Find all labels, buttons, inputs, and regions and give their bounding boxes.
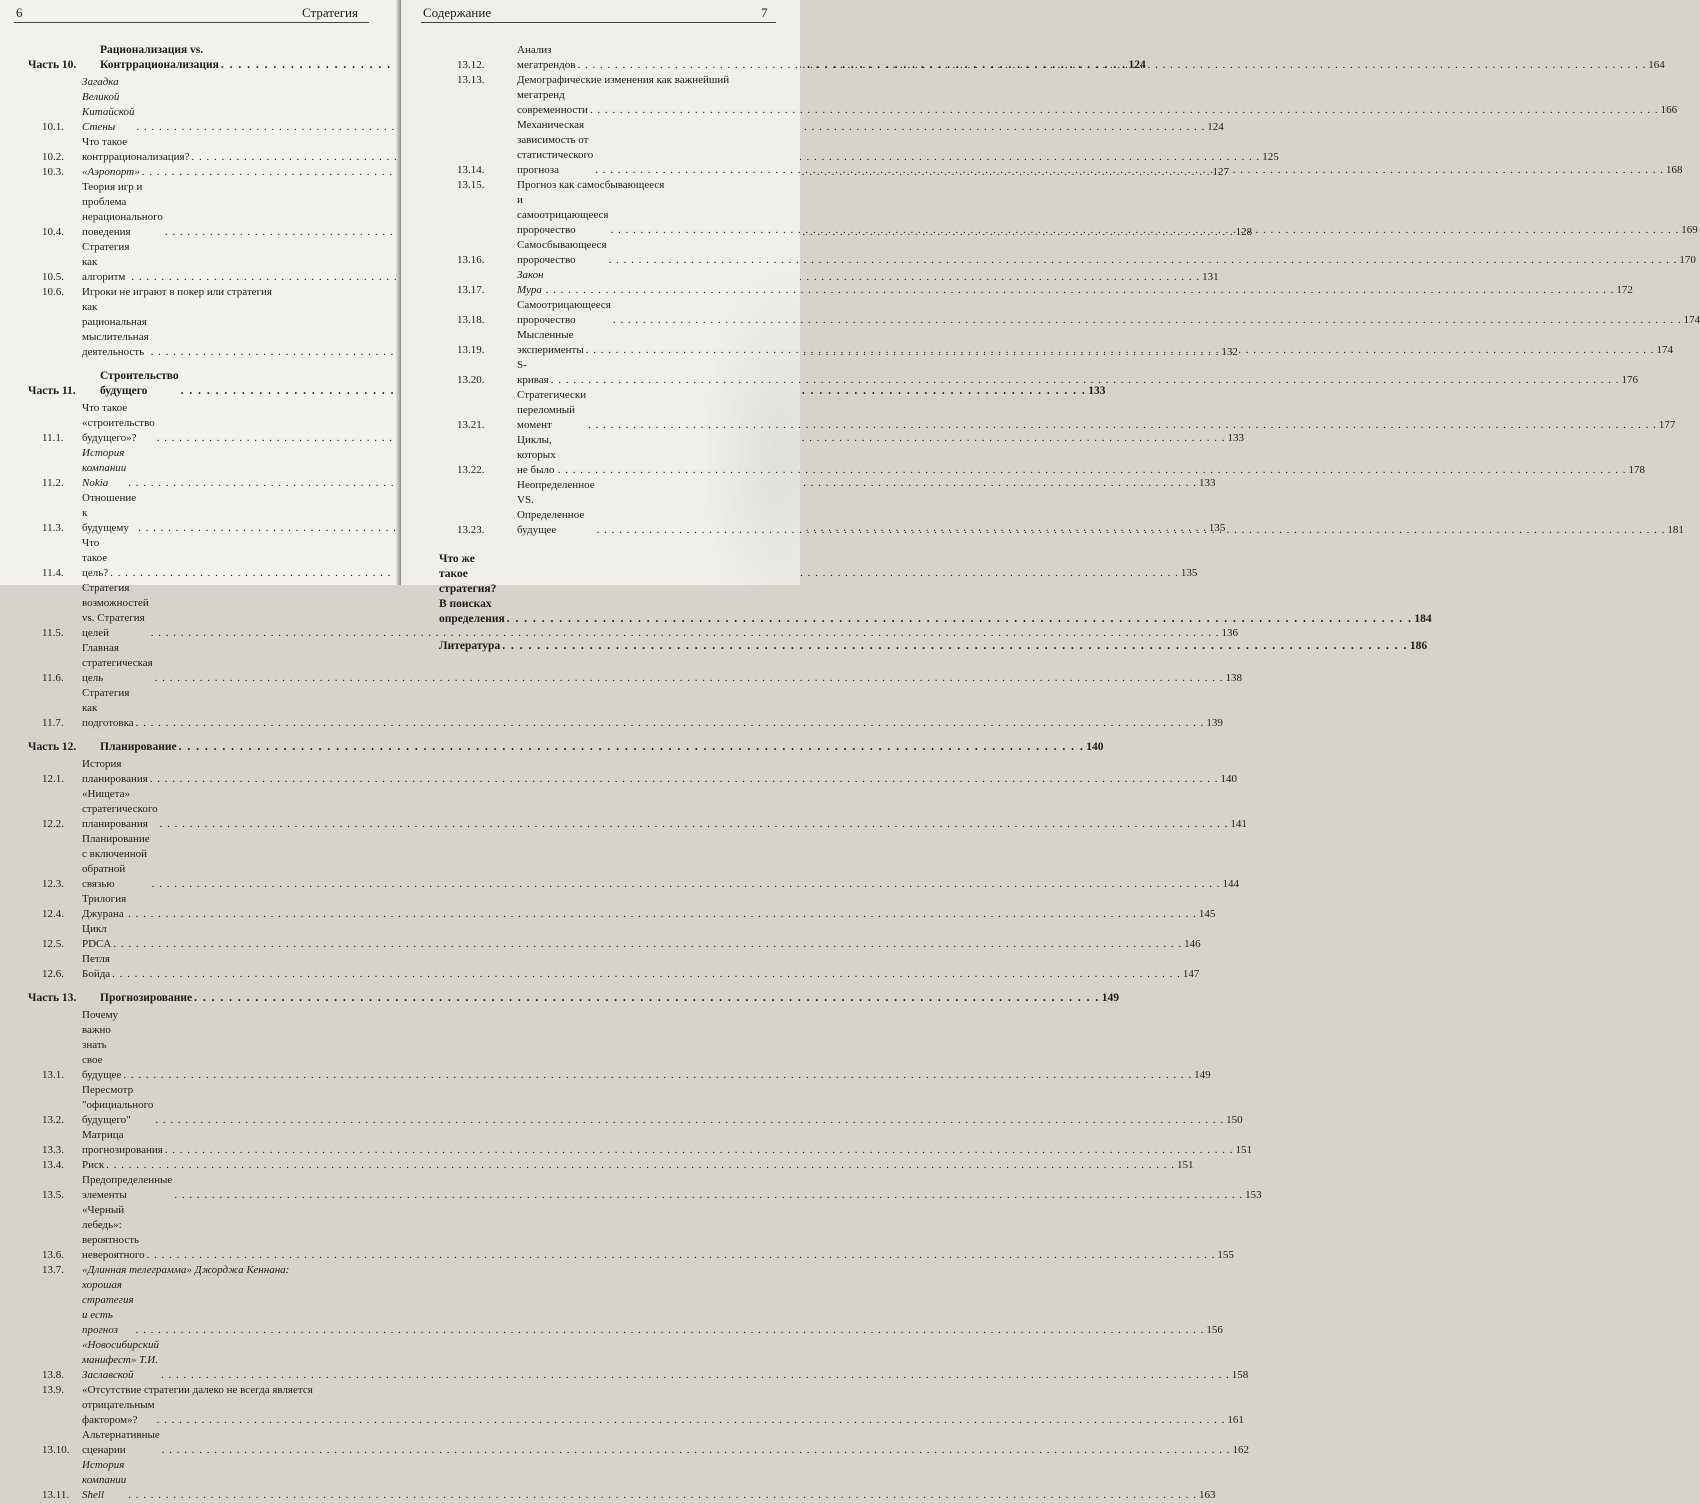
left-page-number: 6 [16, 5, 23, 20]
section-page: 178 [1628, 464, 1645, 476]
part-title: Рационализация vs. Контррационализация [100, 44, 219, 71]
section-title-line2: и самоотрицающееся пророчество [517, 194, 609, 236]
section-title-line2: отрицательным фактором»? [82, 1399, 155, 1426]
section-page: 176 [1621, 374, 1638, 386]
section-page: 128 [1235, 226, 1253, 238]
toc-entry [28, 922, 1201, 952]
toc-entry [28, 1158, 1194, 1173]
dot-leader [147, 1248, 1216, 1263]
toc-entry-continuation [439, 88, 1678, 118]
section-title: Матрица прогнозирования [82, 1129, 163, 1156]
section-number: 11.1. [42, 432, 64, 444]
toc-entry [28, 1458, 1216, 1503]
toc-entry [28, 1428, 1250, 1458]
dot-leader [174, 1188, 1243, 1203]
section-number: 10.4. [42, 226, 64, 238]
section-number: 11.5. [42, 627, 64, 639]
part-label: Часть 12. [28, 741, 77, 753]
section-page: 166 [1660, 104, 1678, 116]
section-page: 133 [1227, 432, 1244, 444]
part-page: 124 [1128, 59, 1146, 71]
dot-leader [106, 1158, 1175, 1173]
section-page: 136 [1221, 627, 1238, 639]
toc-entry [439, 268, 1633, 298]
section-page: 145 [1198, 908, 1216, 920]
heading-page: 184 [1414, 613, 1432, 625]
dot-leader [595, 163, 1664, 178]
dot-leader [152, 877, 1221, 892]
section-number: 12.1. [42, 773, 64, 785]
toc-entry [439, 178, 769, 193]
dot-leader [161, 1368, 1230, 1383]
section-page: 153 [1245, 1189, 1262, 1201]
section-page: 174 [1656, 344, 1673, 356]
dot-leader [136, 716, 1205, 731]
dot-leader [150, 772, 1219, 787]
dot-leader [590, 103, 1659, 118]
section-title: Стратегия как алгоритм [82, 241, 130, 283]
part-label: Часть 11. [28, 385, 76, 397]
section-title: Неопределенное VS. Определенное будущее [517, 479, 595, 536]
section-title: Что такое цель? [82, 537, 109, 579]
section-title-line2: мегатренд современности [517, 89, 588, 116]
toc-entry [28, 1383, 362, 1398]
dot-leader [123, 1068, 1192, 1083]
section-title: Риск [82, 1159, 105, 1171]
dot-leader [597, 523, 1666, 538]
section-title: «Нищета» стратегического планирования [82, 788, 158, 830]
toc-entry [28, 1008, 1211, 1083]
dot-leader [136, 1323, 1205, 1338]
dot-leader [179, 740, 1085, 755]
section-number: 11.4. [42, 567, 64, 579]
section-title: S-кривая [517, 359, 549, 386]
section-number: 12.3. [42, 878, 64, 890]
toc-part-heading [28, 991, 1119, 1006]
toc-entry [28, 892, 1216, 922]
section-title: Демографические изменения как важнейший [517, 74, 730, 86]
section-title: Теория игр и проблема нерационального поведения [82, 181, 163, 238]
heading-title: Литература [439, 640, 501, 652]
section-title: «Отсутствие стратегии далеко не всегда является [82, 1384, 313, 1396]
section-page: 135 [1208, 522, 1226, 534]
section-page: 138 [1225, 672, 1242, 684]
section-number: 13.18. [457, 314, 485, 326]
section-title: Стратегия возможностей vs. Стратегия целей [82, 582, 149, 639]
dot-leader [586, 343, 1655, 358]
section-title: Мысленные эксперименты [517, 329, 584, 356]
toc-entry [28, 832, 1239, 892]
section-number: 13.7. [42, 1264, 64, 1276]
section-page: 177 [1658, 419, 1676, 431]
toc-final-heading [439, 639, 1428, 654]
section-number: 11.6. [42, 672, 64, 684]
dot-leader [128, 1488, 1197, 1503]
section-number: 13.21. [457, 419, 485, 431]
section-number: 11.7. [42, 717, 64, 729]
section-number: 13.10. [42, 1444, 70, 1456]
section-page: 140 [1220, 773, 1238, 785]
dot-leader [165, 1143, 1234, 1158]
section-page: 124 [1207, 121, 1224, 133]
dot-leader [155, 1113, 1224, 1128]
dot-leader [551, 373, 1620, 388]
section-number: 10.6. [42, 286, 64, 298]
toc-entry-continuation [28, 1278, 1223, 1338]
section-title: Закон Мура [517, 269, 544, 296]
section-title: Петля Бойда [82, 953, 111, 980]
section-page: 172 [1616, 284, 1633, 296]
part-title: Прогнозирование [100, 992, 193, 1004]
dot-leader [577, 58, 1646, 73]
toc-entry [28, 787, 1247, 832]
section-number: 13.5. [42, 1189, 64, 1201]
dot-leader [609, 253, 1678, 268]
section-page: 141 [1230, 818, 1247, 830]
section-number: 13.6. [42, 1249, 64, 1261]
section-title: Самосбывающееся пророчество [517, 239, 607, 266]
section-title: «Длинная телеграмма» Джорджа Кеннана: [82, 1264, 290, 1276]
section-title: Циклы, которых не было [517, 434, 556, 476]
section-page: 158 [1231, 1369, 1249, 1381]
section-title: Что такое «строительство будущего»? [82, 402, 155, 444]
dot-leader [507, 612, 1413, 627]
section-page: 127 [1212, 166, 1229, 178]
section-title: Предопределенные элементы [82, 1174, 173, 1201]
section-title: Стратегия как подготовка [82, 687, 134, 729]
toc-entry [28, 1263, 362, 1278]
section-number: 11.3. [42, 522, 64, 534]
toc-entry [28, 1173, 1262, 1203]
section-number: 13.11. [42, 1489, 70, 1501]
right-running-title: Содержание [423, 5, 492, 20]
dot-leader [546, 283, 1615, 298]
left-running-title: Стратегия [302, 5, 358, 20]
toc-entry [28, 1128, 1253, 1158]
toc-entry [439, 298, 1700, 328]
section-number: 13.9. [42, 1384, 64, 1396]
section-page: 162 [1232, 1444, 1250, 1456]
section-page: 170 [1679, 254, 1696, 266]
section-page: 169 [1681, 224, 1698, 236]
section-page: 156 [1206, 1324, 1223, 1336]
section-number: 13.20. [457, 374, 485, 386]
dot-leader [162, 1443, 1231, 1458]
section-title: Прогноз как самосбывающееся [517, 179, 665, 191]
section-title: Что такое контррационализация? [82, 136, 190, 163]
section-page: 147 [1182, 968, 1200, 980]
section-page: 163 [1199, 1489, 1216, 1501]
part-page: 149 [1101, 992, 1119, 1004]
section-number: 13.3. [42, 1144, 64, 1156]
section-title: Загадка Великой Китайской Стены [82, 76, 135, 133]
section-title: Главная стратегическая цель [82, 642, 153, 684]
toc-entry [28, 536, 1198, 581]
toc-entry [28, 686, 1223, 731]
section-page: 155 [1217, 1249, 1234, 1261]
section-number: 12.4. [42, 908, 64, 920]
section-number: 13.15. [457, 179, 485, 191]
section-title-line2: хорошая стратегия и есть прогноз [82, 1279, 134, 1336]
dot-leader [588, 418, 1657, 433]
section-number: 12.5. [42, 938, 64, 950]
toc-entry [28, 1338, 1249, 1383]
section-number: 13.19. [457, 344, 485, 356]
right-header-rule [421, 22, 776, 23]
section-title: Альтернативные сценарии [82, 1429, 160, 1456]
section-page: 168 [1666, 164, 1683, 176]
section-number: 12.2. [42, 818, 64, 830]
section-number: 11.2. [42, 477, 64, 489]
dot-leader [112, 967, 1181, 982]
heading-title: Что же такое стратегия? В поисках определения [439, 553, 505, 625]
section-title: Трилогия Джурана [82, 893, 127, 920]
dot-leader [558, 463, 1627, 478]
dot-leader [157, 1413, 1226, 1428]
section-title-line2: как рациональная мыслительная деятельность [82, 301, 149, 358]
dot-leader [502, 639, 1408, 654]
section-page: 125 [1262, 151, 1279, 163]
section-title: Цикл PDCA [82, 923, 112, 950]
section-number: 13.2. [42, 1114, 64, 1126]
toc-entry [28, 285, 362, 300]
toc-entry [439, 358, 1638, 388]
dot-leader [613, 313, 1682, 328]
section-title: Почему важно знать свое будущее [82, 1009, 122, 1081]
section-title: Стратегически переломный момент [517, 389, 587, 431]
toc-entry [28, 757, 1238, 787]
section-page: 139 [1206, 717, 1223, 729]
section-page: 164 [1648, 59, 1665, 71]
toc-entry [28, 1203, 1234, 1263]
section-page: 149 [1194, 1069, 1211, 1081]
section-title: История компании Nokia [82, 447, 127, 489]
section-page: 132 [1221, 346, 1238, 358]
part-title: Строительство будущего [100, 370, 179, 397]
dot-leader [128, 907, 1197, 922]
section-number: 13.17. [457, 284, 485, 296]
toc-entry [439, 73, 769, 88]
section-page: 181 [1667, 524, 1684, 536]
section-title: «Аэропорт» [82, 166, 140, 178]
section-title: История компании Shell [82, 1459, 127, 1501]
dot-leader [113, 937, 1182, 952]
dot-leader [194, 991, 1100, 1006]
part-page: 140 [1086, 741, 1104, 753]
section-page: 174 [1683, 314, 1700, 326]
section-title: «Новосибирский манифест» Т.И. Заславской [82, 1339, 160, 1381]
part-label: Часть 10. [28, 59, 77, 71]
toc-entry [439, 238, 1696, 268]
heading-page: 186 [1409, 640, 1428, 652]
section-page: 146 [1184, 938, 1201, 950]
section-page: 150 [1226, 1114, 1243, 1126]
section-title: «Черный лебедь»: вероятность невероятного [82, 1204, 145, 1261]
toc-entry [28, 1083, 1243, 1128]
left-header-rule [14, 22, 369, 23]
section-page: 133 [1199, 477, 1216, 489]
toc-part-heading [28, 740, 1104, 755]
section-number: 13.8. [42, 1369, 64, 1381]
section-number: 13.12. [457, 59, 485, 71]
section-title: История планирования [82, 758, 148, 785]
section-number: 10.1. [42, 121, 64, 133]
section-number: 10.3. [42, 166, 64, 178]
part-title: Планирование [100, 741, 177, 753]
section-number: 10.2. [42, 151, 64, 163]
section-title: Игроки не играют в покер или стратегия [82, 286, 272, 298]
section-number: 12.6. [42, 968, 64, 980]
section-page: 144 [1222, 878, 1239, 890]
section-number: 13.16. [457, 254, 485, 266]
section-number: 13.1. [42, 1069, 64, 1081]
right-page-number: 7 [761, 5, 768, 20]
section-page: 151 [1176, 1159, 1194, 1171]
dot-leader [610, 223, 1679, 238]
dot-leader [155, 671, 1224, 686]
section-title: Отношение к будущему [82, 492, 137, 534]
section-number: 13.23. [457, 524, 485, 536]
section-number: 10.5. [42, 271, 64, 283]
part-label: Часть 13. [28, 992, 77, 1004]
section-number: 13.14. [457, 164, 485, 176]
section-title: Пересмотр "официального будущего" [82, 1084, 154, 1126]
section-title: Механическая зависимость от статистического прогноза [517, 119, 594, 176]
section-number: 13.22. [457, 464, 485, 476]
section-title: Самоотрицающееся пророчество [517, 299, 611, 326]
section-page: 161 [1227, 1414, 1244, 1426]
dot-leader [160, 817, 1229, 832]
section-page: 131 [1202, 271, 1219, 283]
section-number: 13.13. [457, 74, 485, 86]
part-page: 133 [1088, 385, 1106, 397]
section-page: 135 [1180, 567, 1198, 579]
toc-entry-continuation [28, 1398, 1244, 1428]
section-number: 13.4. [42, 1159, 64, 1171]
toc-entry [28, 952, 1200, 982]
section-title: Анализ мегатрендов [517, 44, 576, 71]
section-page: 151 [1235, 1144, 1253, 1156]
section-title: Планирование с включенной обратной связью [82, 833, 150, 890]
